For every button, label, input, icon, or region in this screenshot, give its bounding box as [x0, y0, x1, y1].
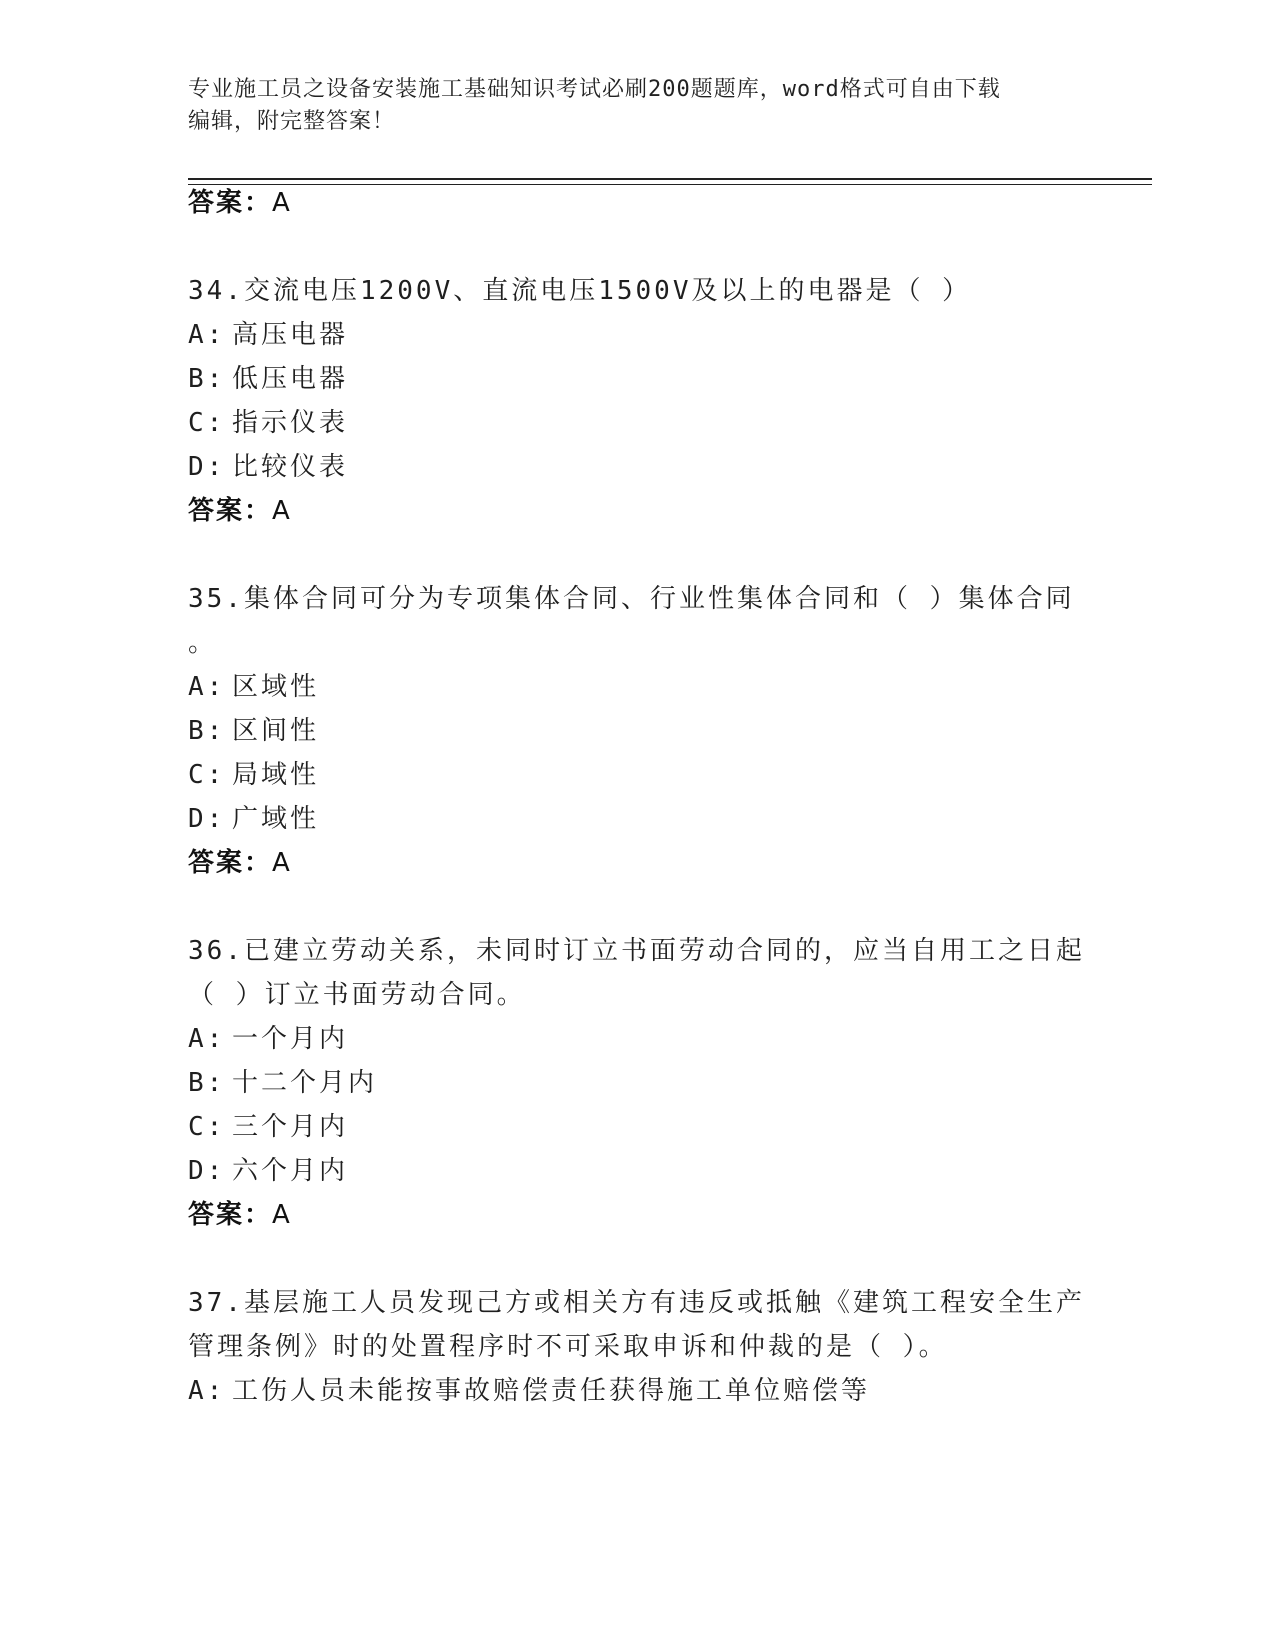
option-d — [188, 450, 348, 484]
option-text: 指示仪表 — [232, 408, 349, 438]
option-d — [188, 802, 319, 836]
question-37-text-line-2: 管理条例》时的处置程序时不可采取申诉和仲裁的是（ ）。 — [188, 1332, 948, 1362]
option-text: 十二个月内 — [232, 1068, 378, 1098]
option-letter: A: — [188, 320, 226, 350]
option-c — [188, 406, 348, 440]
option-text: 区域性 — [232, 672, 320, 702]
option-text: 高压电器 — [232, 320, 349, 350]
question-35-text-line-1: 35.集体合同可分为专项集体合同、行业性集体合同和（ ）集体合同 — [188, 584, 1075, 614]
question-36-text-line-1: 36.已建立劳动关系，未同时订立书面劳动合同的，应当自用工之日起 — [188, 936, 1085, 966]
question-37-text-line-1: 37.基层施工人员发现己方或相关方有违反或抵触《建筑工程安全生产 — [188, 1288, 1085, 1318]
question-36-text-line-2: （ ）订立书面劳动合同。 — [188, 980, 526, 1010]
answer-33 — [188, 186, 292, 220]
option-letter: B: — [188, 364, 226, 394]
answer-label: 答案： — [188, 496, 273, 526]
option-text: 区间性 — [232, 716, 320, 746]
option-c — [188, 758, 319, 792]
option-letter: B: — [188, 716, 226, 746]
option-letter: D: — [188, 1156, 226, 1186]
option-text: 比较仪表 — [232, 452, 349, 482]
answer-value: A — [272, 848, 292, 878]
question-34-text: 34.交流电压1200V、直流电压1500V及以上的电器是（ ） — [188, 276, 972, 306]
header-rule-thin — [188, 184, 1152, 185]
option-d — [188, 1154, 348, 1188]
page-header — [188, 74, 1088, 138]
header-line-2: 编辑，附完整答案！ — [188, 109, 396, 134]
option-letter: C: — [188, 760, 226, 790]
answer-35 — [188, 846, 292, 880]
option-letter: A: — [188, 672, 226, 702]
option-text: 低压电器 — [232, 364, 349, 394]
option-a — [188, 318, 348, 352]
option-text: 一个月内 — [232, 1024, 349, 1054]
option-letter: C: — [188, 408, 226, 438]
option-b — [188, 362, 348, 396]
option-text: 广域性 — [232, 804, 320, 834]
header-line-1: 专业施工员之设备安装施工基础知识考试必刷200题题库，word格式可自由下载 — [188, 77, 1001, 102]
option-text: 工伤人员未能按事故赔偿责任获得施工单位赔偿等 — [232, 1376, 871, 1406]
option-a — [188, 1374, 870, 1408]
option-a — [188, 1022, 348, 1056]
question-35-text-line-2: 。 — [188, 628, 218, 658]
answer-value: A — [272, 1200, 292, 1230]
answer-36 — [188, 1198, 292, 1232]
option-letter: A: — [188, 1376, 226, 1406]
option-letter: D: — [188, 452, 226, 482]
option-letter: A: — [188, 1024, 226, 1054]
option-letter: D: — [188, 804, 226, 834]
option-text: 三个月内 — [232, 1112, 349, 1142]
option-c — [188, 1110, 348, 1144]
answer-value: A — [272, 188, 292, 218]
answer-value: A — [272, 496, 292, 526]
option-letter: B: — [188, 1068, 226, 1098]
answer-label: 答案： — [188, 848, 273, 878]
option-a — [188, 670, 319, 704]
option-text: 局域性 — [232, 760, 320, 790]
option-text: 六个月内 — [232, 1156, 349, 1186]
answer-label: 答案： — [188, 188, 273, 218]
option-letter: C: — [188, 1112, 226, 1142]
answer-label: 答案： — [188, 1200, 273, 1230]
header-rule-thick — [188, 178, 1152, 180]
answer-34 — [188, 494, 292, 528]
option-b — [188, 714, 319, 748]
option-b — [188, 1066, 377, 1100]
